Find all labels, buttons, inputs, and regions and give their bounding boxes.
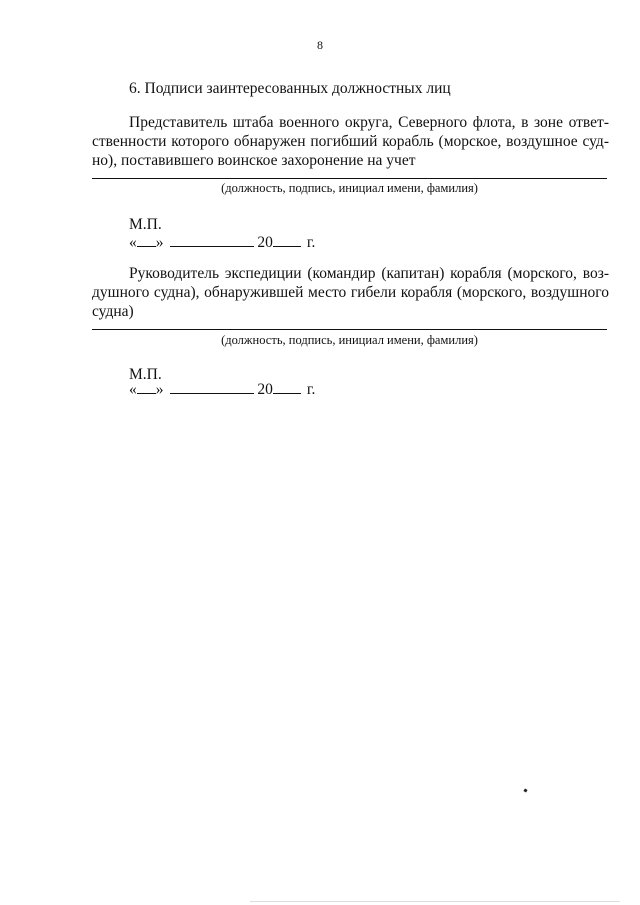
section-title: 6. Подписи заинтересованных должностных лиц (129, 80, 451, 97)
scan-edge-line (250, 901, 620, 902)
date-century: 20 (257, 381, 273, 398)
date-close-quote: » (155, 234, 164, 251)
signature-caption-1: (должность, подпись, инициал имени, фамилия) (221, 181, 478, 195)
date-year-suffix: г. (306, 381, 316, 398)
date-month-blank (170, 233, 254, 247)
signature-caption-2: (должность, подпись, инициал имени, фамилия) (221, 333, 478, 347)
date-open-quote: « (129, 234, 137, 251)
expedition-leader-paragraph: Руководитель экспедиции (командир (капитан) корабля (морского, воздушного судна), обнаружившей место гибели корабля (морского, воздушного судна) (92, 265, 609, 320)
date-line-1 (129, 233, 315, 252)
date-century: 20 (257, 234, 273, 251)
date-close-quote: » (155, 381, 164, 398)
stamp-label-1: М.П. (129, 216, 162, 233)
representative-paragraph: Представитель штаба военного округа, Северного флота, в зоне ответственности которого обнаружен погибший корабль (морское, воздушное судно), поставившего воинское захоронение на учет (92, 114, 609, 169)
signature-line-1 (92, 178, 607, 179)
date-year-blank (273, 380, 301, 394)
date-year-blank (273, 233, 301, 247)
signature-line-2 (92, 329, 607, 330)
date-month-blank (170, 380, 254, 394)
stamp-label-2: М.П. (129, 366, 162, 383)
date-line-2 (129, 380, 315, 399)
date-year-suffix: г. (306, 234, 316, 251)
page-number: 8 (317, 38, 323, 52)
date-open-quote: « (129, 381, 137, 398)
date-day-blank (137, 233, 156, 247)
date-day-blank (137, 380, 156, 394)
ink-mark (523, 788, 527, 792)
